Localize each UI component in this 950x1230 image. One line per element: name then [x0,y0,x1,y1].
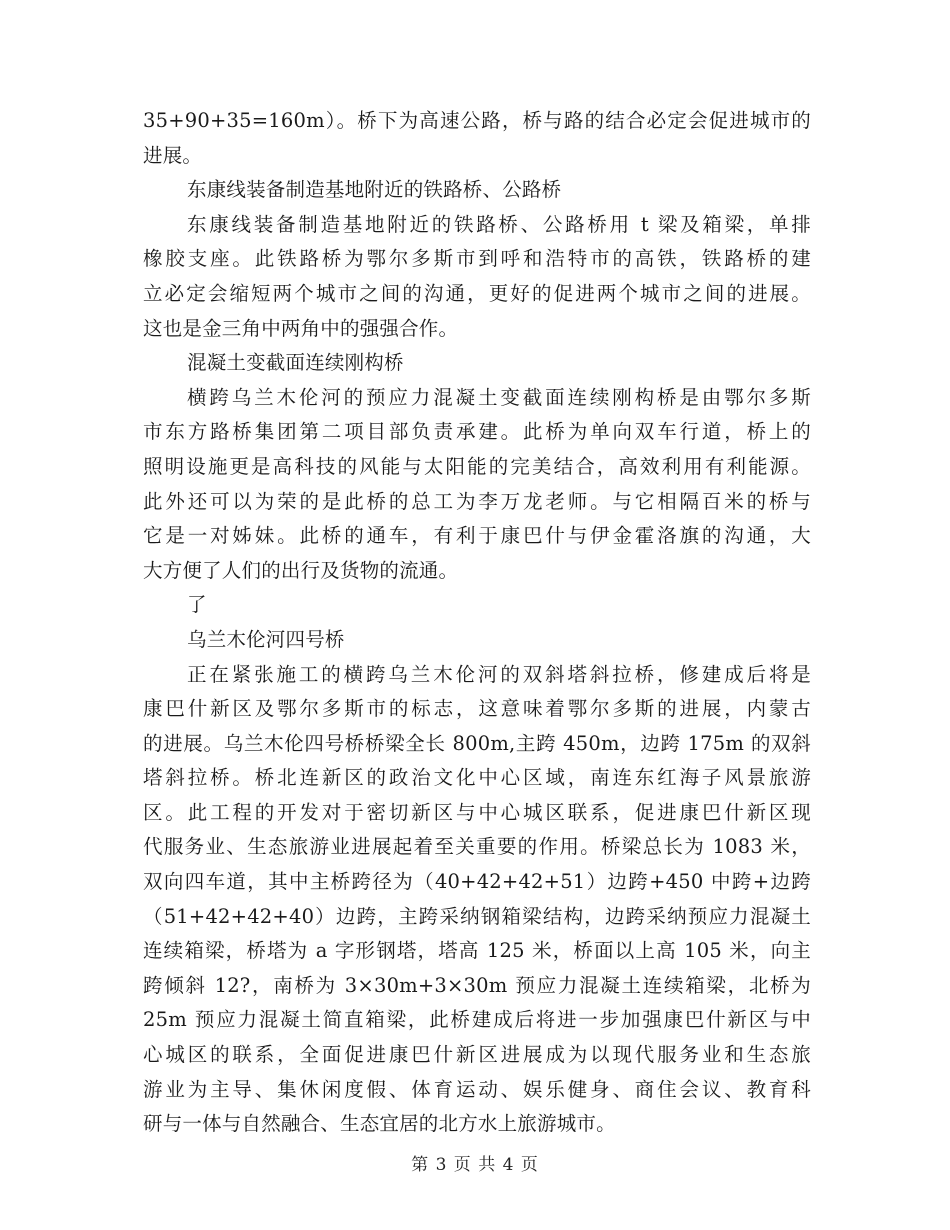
text-line: 东康线装备制造基地附近的铁路桥、公路桥用 t 梁及箱梁，单排 [187,212,811,236]
text-line: 这也是金三角中两角中的强强合作。 [143,316,459,340]
text-line: 康巴什新区及鄂尔多斯市的标志，这意味着鄂尔多斯的进展，内蒙古 [143,697,811,721]
text-line: 跨倾斜 12?，南桥为 3×30m+3×30m 预应力混凝土连续箱梁，北桥为 [143,973,811,997]
text-line: 心城区的联系，全面促进康巴什新区进展成为以现代服务业和生态旅 [143,1043,811,1067]
text-line: 双向四车道，其中主桥跨径为（40+42+42+51）边跨+450 中跨+边跨 [143,870,811,894]
page-footer: 第 3 页 共 4 页 [411,1155,539,1175]
text-line: 立必定会缩短两个城市之间的沟通，更好的促进两个城市之间的进展。 [143,281,811,305]
text-line: 区。此工程的开发对于密切新区与中心城区联系，促进康巴什新区现 [143,800,811,824]
text-line: 研与一体与自然融合、生态宜居的北方水上旅游城市。 [143,1112,616,1136]
text-line: （51+42+42+40）边跨，主跨采纳钢箱梁结构，边跨采纳预应力混凝土 [143,904,811,928]
text-line: 的进展。乌兰木伦四号桥桥梁全长 800m,主跨 450m，边跨 175m 的双斜 [143,731,811,755]
text-line: 塔斜拉桥。桥北连新区的政治文化中心区域，南连东红海子风景旅游 [143,766,811,790]
text-line: 正在紧张施工的横跨乌兰木伦河的双斜塔斜拉桥，修建成后将是 [187,662,811,686]
text-line: 它是一对姊妹。此桥的通车，有利于康巴什与伊金霍洛旗的沟通，大 [143,524,811,548]
text-line: 35+90+35=160m）。桥下为高速公路，桥与路的结合必定会促进城市的 [143,109,811,132]
text-line: 东康线装备制造基地附近的铁路桥、公路桥 [187,178,562,202]
text-line: 此外还可以为荣的是此桥的总工为李万龙老师。与它相隔百米的桥与 [143,489,811,513]
text-line: 乌兰木伦河四号桥 [187,627,345,651]
text-line: 进展。 [143,143,203,167]
text-line: 照明设施更是高科技的风能与太阳能的完美结合，高效利用有利能源。 [143,454,811,478]
text-line: 了 [187,593,207,617]
text-line: 大方便了人们的出行及货物的流通。 [143,558,459,582]
text-line: 市东方路桥集团第二项目部负责承建。此桥为单向双车行道，桥上的 [143,420,811,444]
text-line: 游业为主导、集休闲度假、体育运动、娱乐健身、商住会议、教育科 [143,1077,811,1101]
document-body [143,104,811,1142]
text-line: 橡胶支座。此铁路桥为鄂尔多斯市到呼和浩特市的高铁，铁路桥的建 [143,247,811,271]
text-line: 横跨乌兰木伦河的预应力混凝土变截面连续刚构桥是由鄂尔多斯 [187,385,811,409]
text-line: 混凝土变截面连续刚构桥 [187,351,404,375]
text-line: 25m 预应力混凝土简直箱梁，此桥建成后将进一步加强康巴什新区与中 [143,1008,811,1032]
text-line: 代服务业、生态旅游业进展起着至关重要的作用。桥梁总长为 1083 米， [143,835,811,859]
text-line: 连续箱梁，桥塔为 a 字形钢塔，塔高 125 米，桥面以上高 105 米，向主 [143,939,811,963]
